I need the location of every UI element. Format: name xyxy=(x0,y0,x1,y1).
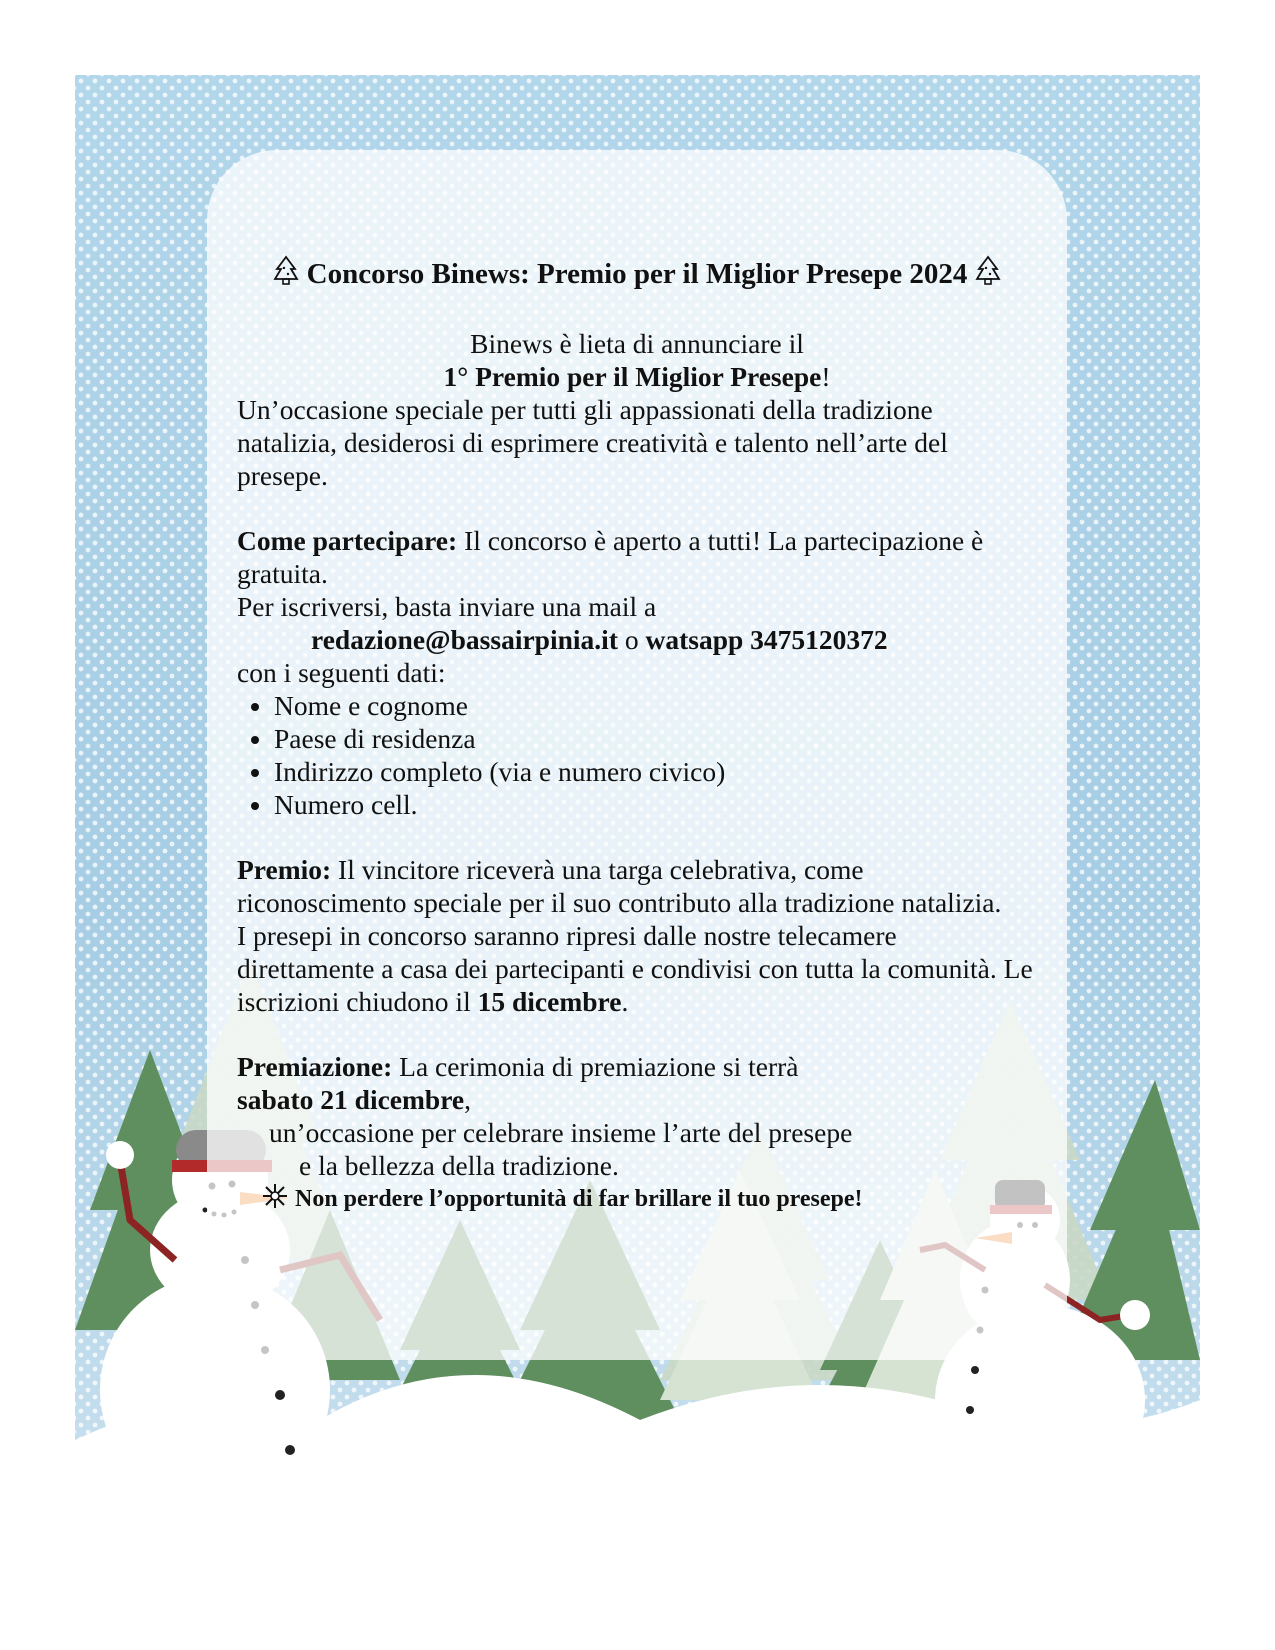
title-text: Concorso Binews: Premio per il Miglior Presepe 2024 xyxy=(306,258,968,290)
list-item: • Paese di residenza xyxy=(274,722,1037,755)
required-data-list xyxy=(237,689,1037,821)
announcement xyxy=(237,255,1037,1220)
partecipare-paragraph: Come partecipare: Il concorso è aperto a tutti! La partecipazione è gratuita. xyxy=(237,525,984,589)
partecipare-heading: Come partecipare: xyxy=(237,525,458,556)
list-item: • Nome e cognome xyxy=(274,689,1037,722)
list-item: • Indirizzo completo (via e numero civico) xyxy=(274,755,1037,788)
intro-paragraph: Un’occasione speciale per tutti gli appassionati della tradizione natalizia, desiderosi di esprimere creatività e talento nell’arte del presepe. xyxy=(237,394,948,491)
intro-line-2: 1° Premio per il Miglior Presepe! xyxy=(443,361,831,392)
premio-paragraph: Premio: Il vincitore riceverà una targa celebrativa, come riconoscimento speciale per il suo contributo alla tradizione natalizia. xyxy=(237,854,1002,918)
data-line: con i seguenti dati: xyxy=(237,657,446,688)
intro-line-1: Binews è lieta di annunciare il xyxy=(470,328,804,359)
premiazione-paragraph: Premiazione: La cerimonia di premiazione si terrà xyxy=(237,1051,799,1082)
closing-text: Non perdere l’opportunità di far brillare il tuo presepe! xyxy=(295,1186,863,1212)
mail-line: Per iscriversi, basta inviare una mail a xyxy=(237,591,657,622)
list-item: • Numero cell. xyxy=(274,788,1037,821)
sparkle-icon xyxy=(261,1182,289,1220)
christmas-tree-icon xyxy=(273,255,299,295)
deadline: 15 dicembre xyxy=(477,986,622,1017)
prize-name: 1° Premio per il Miglior Presepe xyxy=(443,361,822,392)
premiazione-heading: Premiazione: xyxy=(237,1051,393,1082)
premiazione-line-4: e la bellezza della tradizione. xyxy=(299,1150,619,1181)
contact-line: redazione@bassairpinia.it o watsapp 3475120372 xyxy=(311,624,888,655)
ceremony-date-line: sabato 21 dicembre, xyxy=(237,1084,471,1115)
whatsapp-number: watsapp 3475120372 xyxy=(645,624,888,655)
presepi-paragraph: I presepi in concorso saranno ripresi dalle nostre telecamere direttamente a casa dei partecipanti e condivisi con tutta la comunità. Le iscrizioni chiudono il 15 dicembre. xyxy=(237,920,1033,1017)
email-link[interactable]: redazione@bassairpinia.it xyxy=(311,624,618,655)
closing-line xyxy=(237,1182,1037,1220)
premiazione-line-3: un’occasione per celebrare insieme l’arte del presepe xyxy=(269,1117,853,1148)
premio-heading: Premio: xyxy=(237,854,332,885)
page-title xyxy=(237,255,1037,295)
ceremony-date: sabato 21 dicembre xyxy=(237,1084,465,1115)
christmas-tree-icon xyxy=(975,255,1001,295)
